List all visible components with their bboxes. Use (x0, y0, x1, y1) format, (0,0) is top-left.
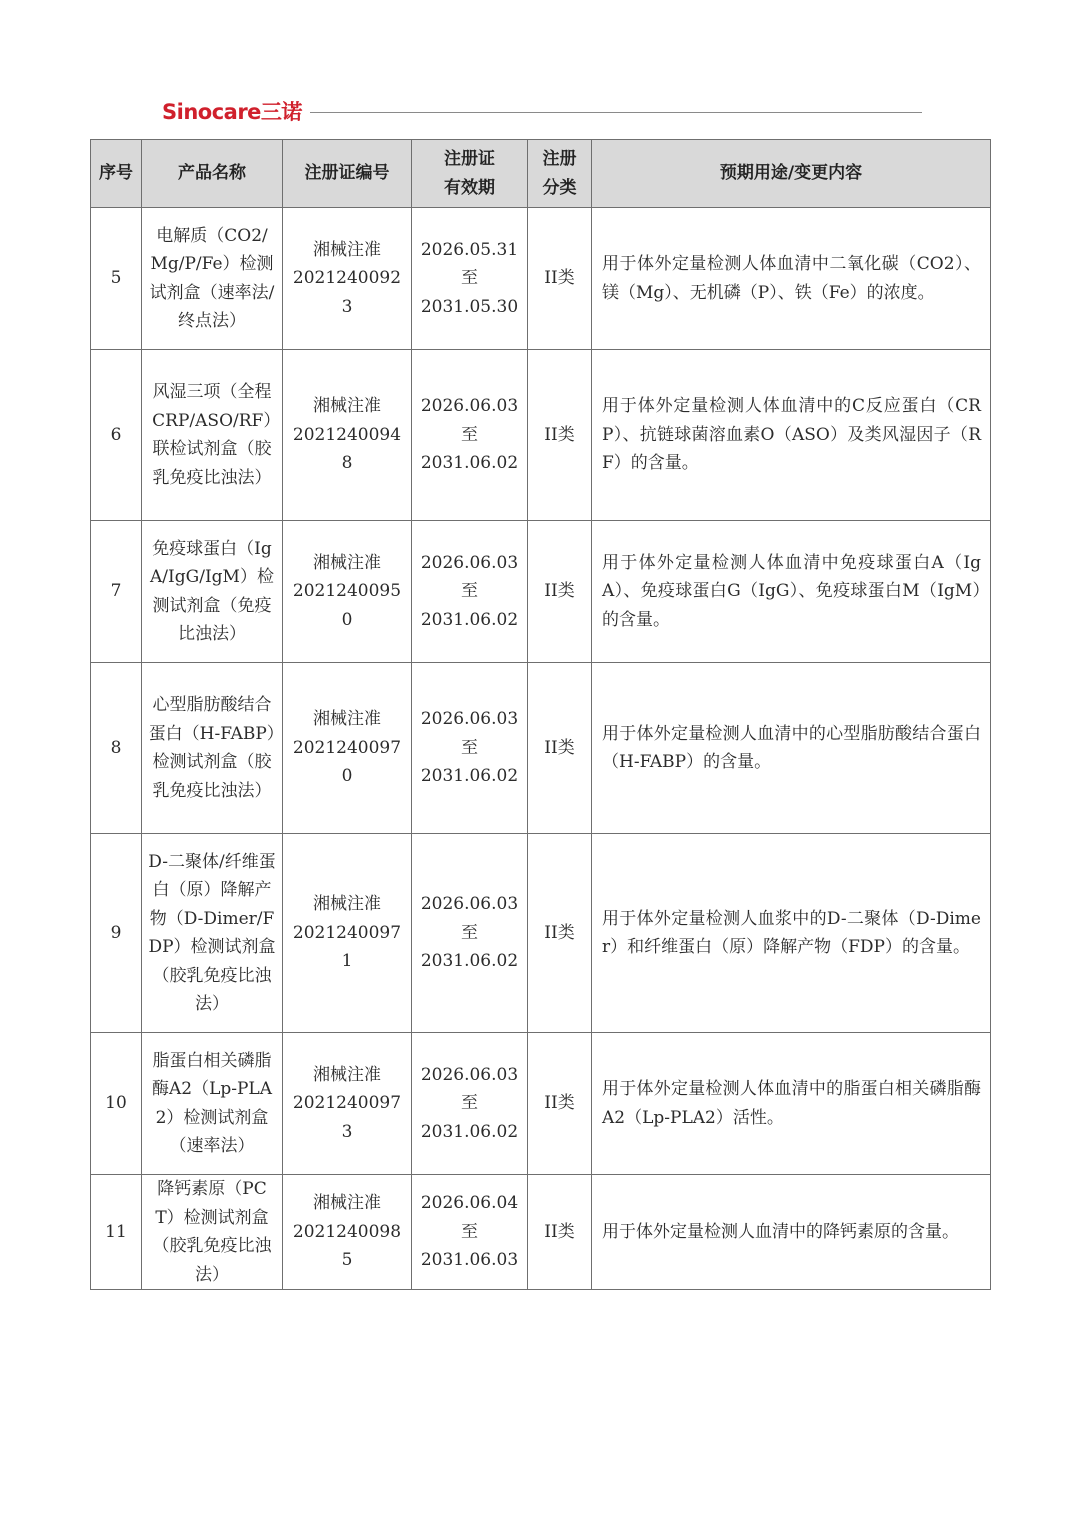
header-divider (310, 112, 922, 113)
cell-purpose: 用于体外定量检测人体血清中二氧化碳（CO2）、镁（Mg）、无机磷（P）、铁（Fe）的浓度。 (592, 208, 991, 350)
cell-validity (412, 1175, 528, 1290)
cert-prefix: 湘械注准 (313, 239, 381, 260)
valid-to-word: 至 (461, 268, 478, 289)
valid-to: 2031.06.02 (420, 1121, 519, 1142)
cert-number: 20212400948 (292, 424, 402, 474)
cell-validity (412, 663, 528, 834)
cert-number: 20212400923 (292, 268, 402, 317)
valid-to-word: 至 (461, 922, 478, 943)
cert-prefix: 湘械注准 (313, 396, 381, 417)
valid-to: 2031.06.03 (420, 1250, 519, 1271)
valid-to-word: 至 (461, 424, 478, 445)
cert-number: 20212400971 (292, 922, 402, 972)
header-no: 序号 (91, 140, 142, 208)
cell-no: 9 (91, 834, 142, 1033)
cell-product-name: 免疫球蛋白（IgA/IgG/IgM）检测试剂盒（免疫比浊法） (142, 521, 283, 663)
table-body (91, 208, 991, 1290)
valid-to: 2031.05.30 (420, 296, 519, 317)
table-row (91, 521, 991, 663)
cell-purpose: 用于体外定量检测人血浆中的D-二聚体（D-Dimer）和纤维蛋白（原）降解产物（FDP）的含量。 (592, 834, 991, 1033)
cell-purpose: 用于体外定量检测人体血清中免疫球蛋白A（IgA）、免疫球蛋白G（IgG）、免疫球蛋白M（IgM）的含量。 (592, 521, 991, 663)
cell-no: 5 (91, 208, 142, 350)
valid-to-word: 至 (461, 737, 478, 758)
cell-category: II类 (528, 208, 592, 350)
valid-to-word: 至 (461, 1221, 478, 1242)
valid-to: 2031.06.02 (420, 766, 519, 787)
cert-number: 20212400985 (292, 1221, 402, 1271)
cell-product-name: 降钙素原（PCT）检测试剂盒（胶乳免疫比浊法） (142, 1175, 283, 1290)
cell-category: II类 (528, 834, 592, 1033)
valid-to-word: 至 (461, 581, 478, 602)
cell-product-name: 脂蛋白相关磷脂酶A2（Lp-PLA2）检测试剂盒（速率法） (142, 1033, 283, 1175)
valid-to-word: 至 (461, 1093, 478, 1114)
cell-validity (412, 834, 528, 1033)
table-row (91, 663, 991, 834)
table-row (91, 208, 991, 350)
header-validity (412, 140, 528, 208)
header-category (528, 140, 592, 208)
cell-category: II类 (528, 663, 592, 834)
registration-table (90, 139, 991, 1290)
cell-product-name: 风湿三项（全程CRP/ASO/RF）联检试剂盒（胶乳免疫比浊法） (142, 350, 283, 521)
cert-number: 20212400973 (292, 1093, 402, 1142)
page-header (162, 96, 922, 126)
table-header-row (91, 140, 991, 208)
cert-number: 20212400970 (292, 737, 402, 787)
header-cert-number: 注册证编号 (283, 140, 412, 208)
cert-prefix: 湘械注准 (313, 709, 381, 730)
cell-product-name: 电解质（CO2/Mg/P/Fe）检测试剂盒（速率法/终点法） (142, 208, 283, 350)
cert-number: 20212400950 (292, 581, 402, 630)
cell-cert-number (283, 521, 412, 663)
table-row (91, 1175, 991, 1290)
cell-category: II类 (528, 350, 592, 521)
table-row (91, 1033, 991, 1175)
valid-from: 2026.06.03 (420, 709, 519, 730)
cell-category: II类 (528, 1033, 592, 1175)
cell-product-name: D-二聚体/纤维蛋白（原）降解产物（D-Dimer/FDP）检测试剂盒（胶乳免疫比浊法） (142, 834, 283, 1033)
cell-purpose: 用于体外定量检测人血清中的降钙素原的含量。 (592, 1175, 991, 1290)
cell-validity (412, 1033, 528, 1175)
cell-no: 8 (91, 663, 142, 834)
cell-cert-number (283, 208, 412, 350)
cert-prefix: 湘械注准 (313, 1064, 381, 1085)
valid-from: 2026.06.03 (420, 894, 519, 915)
header-validity-line2: 有效期 (444, 177, 495, 198)
valid-from: 2026.06.03 (420, 1064, 519, 1085)
cell-cert-number (283, 834, 412, 1033)
valid-from: 2026.06.04 (420, 1193, 519, 1214)
header-category-line1: 注册 (542, 149, 577, 169)
cell-purpose: 用于体外定量检测人体血清中的C反应蛋白（CRP）、抗链球菌溶血素O（ASO）及类风湿因子（RF）的含量。 (592, 350, 991, 521)
cell-cert-number (283, 663, 412, 834)
cert-prefix: 湘械注准 (313, 894, 381, 915)
cell-purpose: 用于体外定量检测人体血清中的脂蛋白相关磷脂酶A2（Lp-PLA2）活性。 (592, 1033, 991, 1175)
table-row (91, 834, 991, 1033)
sinocare-logo: Sinocare三诺 (162, 100, 302, 124)
cell-no: 6 (91, 350, 142, 521)
cell-purpose: 用于体外定量检测人血清中的心型脂肪酸结合蛋白（H-FABP）的含量。 (592, 663, 991, 834)
valid-to: 2031.06.02 (420, 951, 519, 972)
cell-category: II类 (528, 521, 592, 663)
cell-cert-number (283, 1033, 412, 1175)
table-row (91, 350, 991, 521)
cell-cert-number (283, 350, 412, 521)
header-product-name: 产品名称 (142, 140, 283, 208)
valid-from: 2026.06.03 (420, 552, 519, 573)
valid-to: 2031.06.02 (420, 609, 519, 630)
header-purpose: 预期用途/变更内容 (592, 140, 991, 208)
cell-validity (412, 350, 528, 521)
cell-no: 10 (91, 1033, 142, 1175)
valid-to: 2031.06.02 (420, 453, 519, 474)
header-category-line2: 分类 (542, 177, 577, 198)
cert-prefix: 湘械注准 (313, 1193, 381, 1214)
cell-no: 7 (91, 521, 142, 663)
valid-from: 2026.06.03 (420, 396, 519, 417)
cell-no: 11 (91, 1175, 142, 1290)
header-validity-line1: 注册证 (444, 149, 495, 169)
cell-validity (412, 208, 528, 350)
cell-category: II类 (528, 1175, 592, 1290)
cert-prefix: 湘械注准 (313, 552, 381, 573)
cell-validity (412, 521, 528, 663)
valid-from: 2026.05.31 (420, 239, 519, 260)
cell-cert-number (283, 1175, 412, 1290)
cell-product-name: 心型脂肪酸结合蛋白（H-FABP）检测试剂盒（胶乳免疫比浊法） (142, 663, 283, 834)
